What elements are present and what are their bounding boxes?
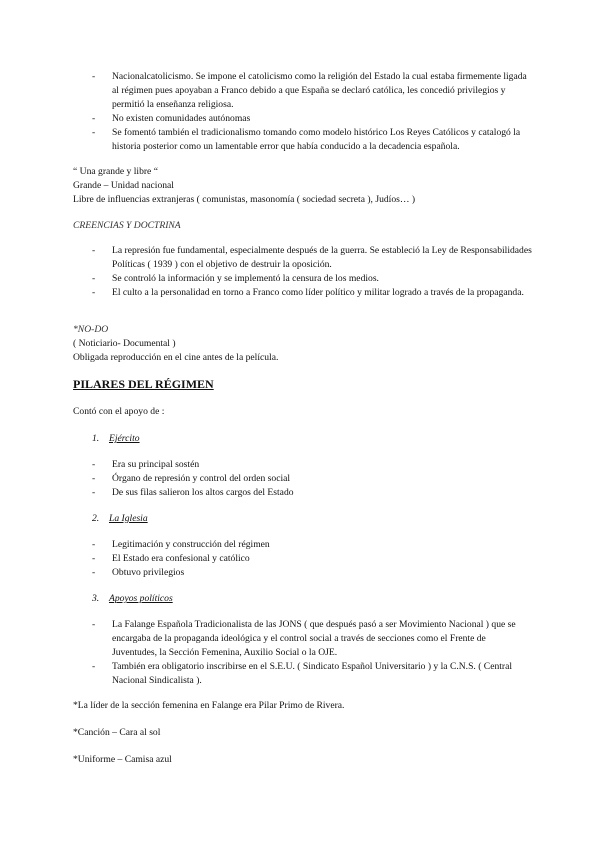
section-number: 3. [92, 593, 100, 604]
list-item: - El Estado era confesional y católico [92, 552, 532, 566]
slogan-line: “ Una grande y libre “ [73, 166, 158, 177]
list-item: - Obtuvo privilegios [92, 566, 532, 580]
nodo-line: Obligada reproducción en el cine antes de la película. [73, 352, 279, 363]
list-item: - Nacionalcatolicismo. Se impone el catolicismo como la religión del Estado la cual estaba firmemente ligada al régimen pues apoyaban a Franco debido a que España se declaró católica, les concedió privilegios y permitió la enseñanza religiosa. [92, 70, 532, 112]
list-item: - Legitimación y construcción del régimen [92, 538, 532, 552]
iglesia-bullet-list [92, 538, 532, 580]
section-number: 1. [92, 433, 100, 444]
list-item: - Era su principal sostén [92, 458, 532, 472]
list-item: - No existen comunidades autónomas [92, 112, 532, 126]
note-uniforme: *Uniforme – Camisa azul [73, 754, 172, 765]
list-item: - Órgano de represión y control del orden social [92, 472, 532, 486]
ejercito-bullet-list [92, 458, 532, 500]
section-iglesia-title [92, 512, 148, 526]
pilares-intro: Contó con el apoyo de : [73, 406, 165, 417]
pilares-heading: PILARES DEL RÉGIMEN [73, 377, 214, 391]
intro-bullet-list [92, 70, 532, 154]
section-title: Apoyos políticos [109, 593, 173, 604]
list-item: - El culto a la personalidad en torno a Franco como líder político y militar logrado a través de la propaganda. [92, 286, 532, 300]
note-cancion: *Canción – Cara al sol [73, 727, 161, 738]
section-ejercito-title [92, 432, 140, 446]
list-item: - De sus filas salieron los altos cargos del Estado [92, 486, 532, 500]
creencias-heading: CREENCIAS Y DOCTRINA [73, 220, 181, 231]
note-seccion-femenina: *La líder de la sección femenina en Falange era Pilar Primo de Rivera. [73, 700, 345, 711]
creencias-bullet-list [92, 244, 532, 300]
section-title: La Iglesia [109, 513, 148, 524]
slogan-line: Grande – Unidad nacional [73, 180, 174, 191]
list-item: - La represión fue fundamental, especialmente después de la guerra. Se estableció la Ley de Responsabilidades Políticas ( 1939 ) con el objetivo de destruir la oposición. [92, 244, 532, 272]
apoyos-bullet-list [92, 618, 532, 688]
nodo-title: *NO-DO [73, 324, 109, 335]
nodo-block [73, 323, 543, 365]
section-number: 2. [92, 513, 100, 524]
slogan-block [73, 165, 543, 207]
list-item: - Se fomentó también el tradicionalismo tomando como modelo histórico Los Reyes Católicos y catalogó la historia posterior como un lamentable error que había conducido a la decadencia española. [92, 126, 532, 154]
list-item: - Se controló la información y se implementó la censura de los medios. [92, 272, 532, 286]
nodo-line: ( Noticiario- Documental ) [73, 338, 176, 349]
slogan-line: Libre de influencias extranjeras ( comunistas, masonomía ( sociedad secreta ), Judíos… ) [73, 194, 416, 205]
list-item: - La Falange Española Tradicionalista de las JONS ( que después pasó a ser Movimiento Nacional ) que se encargaba de la propaganda ideológica y el control social a través de secciones como el Frente de Juventudes, la Sección Femenina, Auxilio Social o la OJE. [92, 618, 532, 660]
section-title: Ejército [109, 433, 140, 444]
list-item: - También era obligatorio inscribirse en el S.E.U. ( Sindicato Español Universitario ) y la C.N.S. ( Central Nacional Sindicalista ). [92, 660, 532, 688]
section-apoyos-title [92, 592, 173, 606]
